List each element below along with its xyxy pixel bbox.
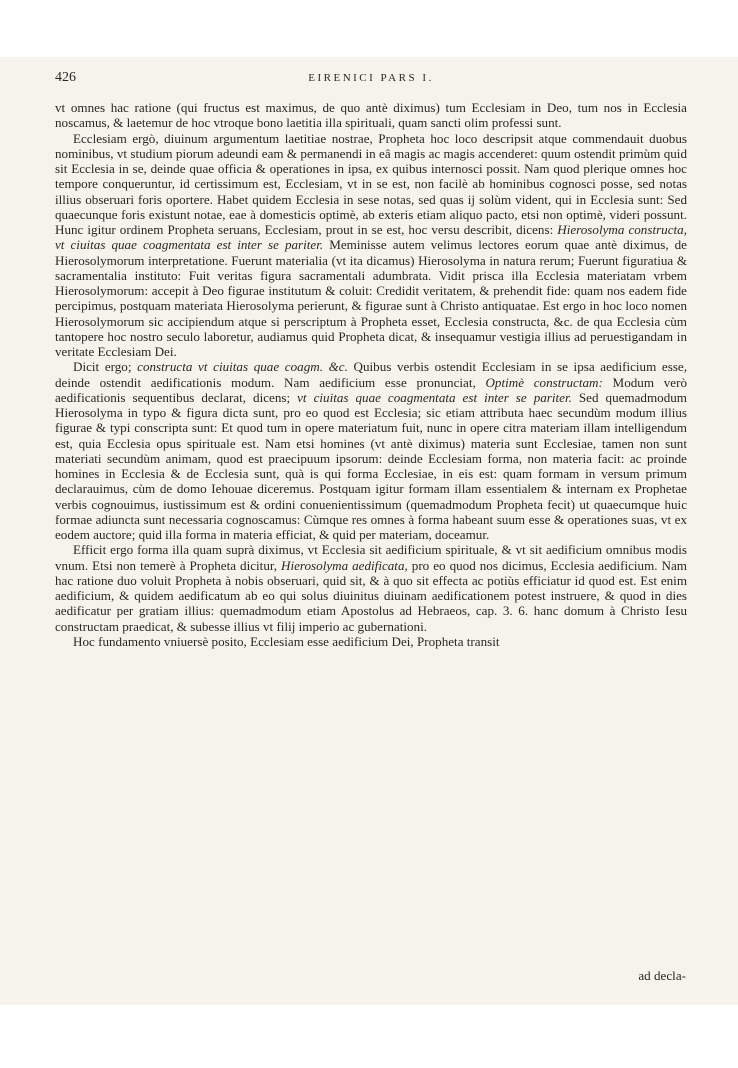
top-margin xyxy=(0,0,738,57)
italic-quotation: constructa vt ciuitas quae coagm. &c. xyxy=(137,359,348,375)
page-header xyxy=(55,70,687,90)
italic-quotation: Hierosolyma aedificata, xyxy=(280,557,408,573)
text-run: Dicit ergo; xyxy=(73,359,138,375)
paragraph xyxy=(55,100,687,131)
text-run: vt omnes hac ratione (qui fructus est maximus, de quo antè diximus) tum Ecclesiam in Deo, tum nos in Ecclesia noscamus, & laetemur de hoc vtroque bono laetitia illa spirituali, quam sancti olim professi sunt. xyxy=(55,100,687,131)
page-number: 426 xyxy=(55,70,76,85)
text-run: Efficit ergo forma illa quam suprà diximus, vt Ecclesia sit aedificium spirituale, & vt sit aedificium omnibus modis vnum. Etsi non temerè à Propheta dicitur, xyxy=(55,542,687,573)
catchword: ad decla- xyxy=(638,968,686,983)
text-run: Quibus verbis ostendit Ecclesiam in se ipsa aedificium esse, deinde ostendit aedificationis modum. Nam aedificium esse pronunciat, xyxy=(55,359,687,390)
paragraph xyxy=(55,634,687,649)
text-run: Ecclesiam ergò, diuinum argumentum laetitiae nostrae, Propheta hoc loco descripsit atque commendauit duobus nominibus, vt studium piorum adeundi eam & permanendi in eâ magis ac magis accenderet: quum ostendit primùm quid sit Ecclesia in se, deinde quae officia & operationes in ipsa, ex quibus internosci possit. Nam quod plerique omnes hoc tempore conqueruntur, id certissimum est, Ecclesiam, vt in se est, non facilè ab hominibus cognosci posse, sed notas illius obseruari foris oportere. Habet quidem Ecclesia in sese notas, sed quas ij solùm vident, qui in Ecclesia sunt: Sed quaecunque foris existunt notae, eae à domesticis optimè, ab exteris etiam aliquo pacto, etsi non optimè, videri possunt. Hunc igitur ordinem Propheta seruans, Ecclesiam, prout in se est, hoc versu describit, dicens: xyxy=(55,130,687,237)
text-run: Meminisse autem velimus lectores eorum quae antè diximus, de Hierosolymorum interpretatione. Fuerunt materialia (vt ita dicamus) Hierosolyma in natura rerum; Fuerunt figuratiua & sacramentalia instituto: Fuit veritas figura sacramentali adumbrata. Vidit prisca illa Ecclesia materiatam vrbem Hierosolymorum: accepit à Deo figurae institutum & coluit: Credidit veritatem, & prehendit fide: quam nos eadem fide percipimus, postquam materiata Hierosolyma perierunt, & figurae sunt à Christo antiquatae. Est ergo in hoc loco nomen Hierosolymorum sic accipiendum atque si perscriptum à Propheta esset, Ecclesia constructa, &c. de qua Ecclesia cùm tantopere hoc nostro seculo laboretur, audiamus quid Propheta dicat, & insequamur vestigia illius ad peruestigandam in veritate Ecclesiam Dei. xyxy=(55,237,687,359)
paragraph xyxy=(55,359,687,542)
body-text xyxy=(55,100,687,649)
running-head: EIRENICI PARS I. xyxy=(308,72,434,84)
paragraph xyxy=(55,542,687,634)
italic-quotation: vt ciuitas quae coagmentata est inter se pariter. xyxy=(297,389,572,405)
text-run: Modum verò aedificationis sequentibus declarat, dicens; xyxy=(55,374,688,405)
italic-quotation: Optimè constructam: xyxy=(485,374,603,390)
paragraph xyxy=(55,131,687,360)
text-run: pro eo quod nos dicimus, Ecclesia aedificium. Nam hac ratione duo voluit Propheta à nobis obseruari, quid sit, & à quo sit effecta ac potiùs efficiatur id quod est. Est enim aedificium, & quidem aedificatum ab eo qui solus diuinitus diuinam aedificationem potest instruere, & quod in dies aedificatur per gratiam illius: quemadmodum etiam Apostolus ad Hebraeos, cap. 3. 6. hanc domum à Christo Iesu constructam praedicat, & subesse illius vt filij imperio ac gubernationi. xyxy=(55,557,687,634)
bottom-margin xyxy=(0,1005,738,1068)
italic-quotation: Hierosolyma constructa, vt ciuitas quae coagmentata est inter se pariter. xyxy=(55,222,687,253)
text-run: Sed quemadmodum Hierosolyma in typo & figura dicta sunt, pro eo quod est Ecclesia; sic etiam attributa haec secundùm modum illius figurae & typi conscripta sunt: Et quod tum in opere materiatum fuit, nunc in opere citra materiam illam intelligendum est, quia Ecclesia opus spirituale est. Nam etsi homines (vt antè diximus) materia sunt Ecclesiae, tamen non sunt materiati secundùm animam, quod est praecipuum ipsorum: deinde Ecclesiam forma, non materia facit: ac proinde homines in Ecclesia & de Ecclesia sunt, quà is qui forma Ecclesiae, in eis est: quam formam in versum primum declarauimus, cùm de domo Iehouae diceremus. Postquam igitur formam illam essentialem & internam ex Prophetae verbis cognouimus, iustissimum est & ordini conuenientissimum (quemadmodum Propheta fecit) ut quaecumque huic formae adiuncta sunt necessaria cognoscamus: Cùmque res omnes à forma habeant suum esse & operationes suas, vt ex eodem auctore; quid illa forma in materia efficiat, & quid per materiam, doceamur. xyxy=(55,389,687,542)
text-run: Hoc fundamento vniuersè posito, Ecclesiam esse aedificium Dei, Propheta transit xyxy=(73,633,500,649)
